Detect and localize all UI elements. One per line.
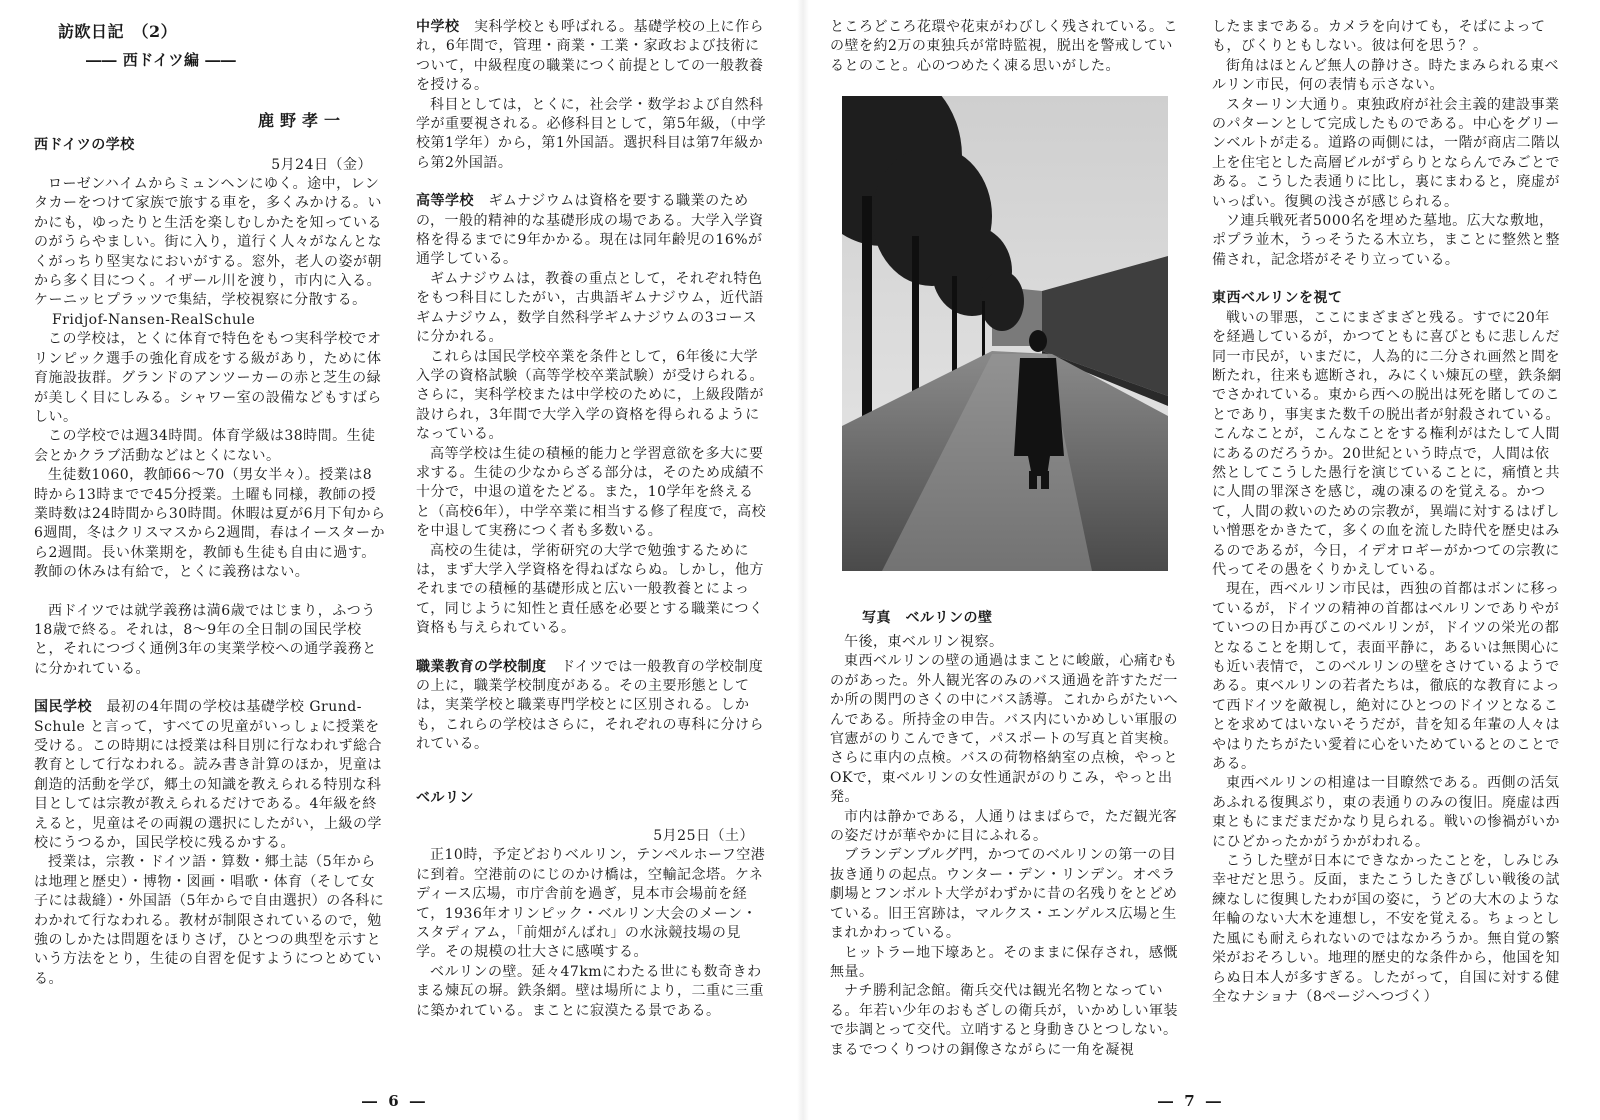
center-fold	[797, 0, 809, 1120]
paragraph: 生徒数1060，教師66～70（男女半々）。授業は8時から13時までで45分授業。土曜も同様，教師の授業時数は24時間から30時間。休暇は夏が6月下旬から6週間，冬はクリスマスから2週間，春はイースターから2週間。長い休業期を，教師も生徒も自由に過す。教師の休みは有給で，とくに義務はない。	[34, 467, 386, 581]
paragraph: これらは国民学校卒業を条件として，6年後に大学入学の資格試験（高等学校卒業試験）が受けられる。さらに，実科学校または中学校のために，上級段階が設けられ，3年間で大学入学の資格を得られるようになっている。	[416, 348, 764, 443]
paragraph-kokumin	[34, 698, 386, 853]
paragraph: ヒットラー地下壕あと。そのままに保存され，感慨無量。	[830, 944, 1178, 980]
paragraph: 現在，西ベルリン市民は，西独の首都はボンに移っているが，ドイツの精神の首都はベルリンでありやがていつの日か再びこのベルリンが，ドイツの栄光の都となることを期して，表面平静に，あるいは無関心にも近い表情で，このベルリンの壁をさけているようである。東ベルリンの若者たちは，徹底的な教育によって西ドイツを敵視し，絶対にひとつのドイツとなることを求めてはいないそうだが，昔を知る年輩の人々はやはりたちがたい愛着に心をいためているとのことである。	[1212, 581, 1560, 773]
column-3-continued	[830, 633, 1182, 1060]
paragraph: ソ連兵戦死者5000名を埋めた墓地。広大な敷地，ポプラ並木，うっそうたる木立ち，まことに整然と整備され，記念塔がそそり立っている。	[1212, 213, 1560, 268]
paragraph-shokugyo	[416, 658, 768, 755]
paragraph-text: ギムナジウムは資格を要する職業のための，一般的精神的な基礎形成の場である。大学入学資格を得るまでに9年かかる。現在は同年齢児の16%が通学している。	[416, 193, 764, 268]
paragraph: 高等学校は生徒の積極的能力と学習意欲を多大に要求する。生徒の少なからざる部分は，そのため成績不十分で，中退の道をたどる。また，10学年を終えると（高校6年），中学卒業に相当する修了程度で，高校を中退して実務につく者も多数いる。	[416, 445, 767, 540]
subheading-chugakko: 中学校	[416, 19, 460, 35]
paragraph: 東西ベルリンの壁の通過はまことに峻厳，心痛むものがあった。外人観光客のみのバス通過を許すただ一か所の関門のさくの中にバス誘導。これからがたいへんである。所持金の申告。バス内にいかめしい軍服の官憲がのりこんできて，パスポートの写真と首実検。さらに車内の点検。バスの荷物格納室の点検，やっとOKで，東ベルリンの女性通訳がのりこみ，やっと出発。	[830, 653, 1178, 806]
column-1	[34, 22, 386, 989]
section-heading-east-west-berlin: 東西ベルリンを視て	[1212, 290, 1343, 307]
article-author: 鹿野孝一	[257, 110, 346, 130]
date-may25: 5月25日（土）	[653, 828, 754, 845]
photo-caption: 写真 ベルリンの壁	[862, 610, 993, 626]
paragraph: 東西ベルリンの相違は一目瞭然である。西側の活気あふれる復興ぶり，東の表通りのみの復旧。廃虚は西東ともにまだまだかなり見られる。戦いの惨禍がいかにひどかったかがうかがわれる。	[1212, 775, 1560, 850]
paragraph: 戦いの罪悪，ここにまざまざと残る。すでに20年を経過しているが，かつてともに喜びともに悲しんだ同一市民が，いまだに，人為的に二分され画然と間を断たれ，往来も遮断され，みにくい煉瓦の壁，鉄条網でさかれている。東から西への脱出は死を賭してのことであり，事実また数千の脱出者が射殺されている。こんなことが，こんなことをする権利がはたして人間にあるのだろうか。20世紀という時点で，人間は依然としてこうした愚行を演じていることに，痛憤と共に人間の罪深さを感じ，魂の凍るのを覚える。かつて，人間の救いのための宗教が，異端に対するはげしい憎悪をかきたて，多くの血を流した時代を歴史はみるのであるが，今日，イデオロギーがかつての宗教に代ってその愚をくりかえしている。	[1212, 309, 1562, 578]
paragraph-text: ドイツでは一般教育の学校制度の上に，職業学校制度がある。その主要形態としては，実業学校と職業専門学校とに区別される。しかも，これらの学校はさらに，それぞれの専科に分けられている。	[416, 658, 764, 753]
article-title: 訪欧日記 （2）	[58, 22, 178, 41]
paragraph: 西ドイツでは就学義務は満6歳ではじまり，ふつう18歳で終る。それは，8～9年の全日制の国民学校と，それにつづく通例3年の実業学校への通学義務とに分かれている。	[34, 602, 377, 677]
column-3	[830, 18, 1182, 76]
section-heading-berlin: ベルリン	[416, 789, 474, 806]
paragraph: ローゼンハイムからミュンヘンにゆく。途中，レンタカーをつけて家族で旅する車を，多くみかける。いかにも，ゆったりと生活を楽しむしかたを知っているのがうらやましい。街に入り，道行く人々がなんとなくがっちり堅実なにおいがする。窓外，老人の姿が朝から多く目につく。イザール川を渡り，市内に入る。ケーニッヒプラッツで集結，学校視察に分散する。	[34, 176, 382, 309]
column-2	[416, 18, 768, 1021]
paragraph: 科目としては，とくに，社会学・数学および自然科学が重要視される。必修科目として，第5年級，（中学校第1学年）から，第1外国語。選択科目は第7年級から第2外国語。	[416, 96, 767, 171]
subheading-kokumin: 国民学校	[34, 699, 92, 716]
column-4	[1212, 18, 1564, 1007]
paragraph-text: 最初の4年間の学校は基礎学校 Grund-Schule と言って，すべての児童がいっしょに授業を受ける。この時期には授業は科目別に行なわれず総合教育として行なわれる。読み書き計算のほか，児童は創造的活動を学び，郷土の知識を教えられる特別な科目としては宗教が教えられるだけである。4年級を終えると，児童はその両親の選択にしたがい，上級の学校にうつるか，国民学校に残るかする。	[34, 699, 382, 852]
paragraph: したままである。カメラを向けても，そばによっても，びくりともしない。彼は何を思う？。	[1212, 19, 1546, 55]
paragraph: ベルリンの壁。延々47kmにわたる世にも数奇きわまる煉瓦の塀。鉄条網。壁は場所により，二重に三重に築かれている。まことに寂漠たる景である。	[416, 963, 764, 1019]
paragraph: 高校の生徒は，学術研究の大学で勉強するためには，まず大学入学資格を得ねばならぬ。しかし，他方それまでの積極的基礎形成と広い一般教養とによって，同じように知性と責任感を必要とする職業につく資格も与えられている。	[416, 542, 764, 637]
photo-image	[842, 96, 1168, 571]
paragraph-koto	[416, 192, 768, 270]
section-heading-schools: 西ドイツの学校	[34, 137, 135, 154]
paragraph: この学校では週34時間。体育学級は38時間。生徒会とかクラブ活動などはとくにない。	[34, 428, 376, 464]
paragraph: 授業は，宗教・ドイツ語・算数・郷土誌（5年からは地理と歴史）・博物・図画・唱歌・体育（そして女子には裁縫）・外国語（5年からで自由選択）の各科にわかれて行なわれる。教材が制限されているので，勉強のしかたは問題をほりさげ，ひとつの典型を示すという方法をとり，生徒の自習を促すようにつとめている。	[34, 854, 385, 987]
school-name: Fridjof-Nansen-RealSchule	[52, 311, 256, 328]
page-number-left: ― 6 ―	[362, 1092, 428, 1110]
paragraph: 市内は静かである，人通りはまばらで，ただ観光客の姿だけが華やかに目にふれる。	[830, 808, 1178, 845]
paragraph: ギムナジウムは，教養の重点として，それぞれ特色をもつ科目にしたがい，古典語ギムナジウム，近代語ギムナジウム，数学自然科学ギムナジウムの3コースに分かれる。	[416, 270, 764, 346]
subheading-shokugyo: 職業教育の学校制度	[416, 658, 547, 675]
paragraph: スターリン大通り。東独政府が社会主義的建設事業のパターンとして完成したものである。中心をグリーンベルトが走る。道路の両側には，一階が商店二階以上を住宅とした高層ビルがずらりとならんでみごとである。こうした表通りに比し，裏にまわると，廃虚がいっぱい。復興の浅さが感じられる。	[1212, 96, 1560, 210]
date-may24: 5月24日（金）	[271, 156, 372, 173]
paragraph: こうした壁が日本にできなかったことを，しみじみ幸せだと思う。反面，またこうしたきびしい戦後の試練なしに復興したわが国の姿に，うどの大木のような年輪のない大木を連想し，不安を覚える。ちょっとした風にも耐えられないのではなかろうか。無自覚の繁栄がおそろしい。地理的歴史的な条件から，他国を知らぬ日本人が多すぎる。したがって，自国に対する健全なナショナ（8ページへつづく）	[1212, 853, 1560, 1005]
paragraph: ブランデンブルグ門，かつてのベルリンの第一の目抜き通りの起点。ウンター・デン・リンデン。オペラ劇場とフンボルト大学がわずかに昔の名残りをとどめている。旧王宮跡は，マルクス・エンゲルス広場と生まれかわっている。	[830, 847, 1178, 942]
paragraph-chugakko	[416, 18, 768, 96]
paragraph-text: 実科学校とも呼ばれる。基礎学校の上に作られ，6年間で，管理・商業・工業・家政および技術について，中級程度の職業につく前提としての一般教養を授ける。	[416, 19, 764, 94]
photo-berlin-wall	[842, 96, 1168, 571]
paragraph: 街角はほとんど無人の静けさ。時たまみられる東ベルリン市民，何の表情も示さない。	[1212, 57, 1559, 94]
subheading-koto: 高等学校	[416, 193, 474, 210]
paragraph: 正10時，予定どおりベルリン，テンペルホーフ空港に到着。空港前のにじのかけ橋は，空輸記念塔。ケネディース広場，市庁舎前を過ぎ，見本市会場前を経て，1936年オリンピック・ベルリン大会のメーン・スタディアム，「前畑がんばれ」の水泳競技場の見学。その規模の壮大さに感嘆する。	[416, 847, 766, 961]
paragraph: ナチ勝利記念館。衛兵交代は観光名物となっている。年若い少年のおもざしの衛兵が，いかめしい軍装で歩調とって交代。立哨すると身動きひとつしない。まるでつくりつけの銅像さながらに一角を凝視	[830, 983, 1178, 1058]
article-subtitle: ―― 西ドイツ編 ――	[86, 51, 237, 70]
paragraph: この学校は，とくに体育で特色をもつ実科学校でオリンピック選手の強化育成をする級があり，ために体育施設抜群。グランドのアンツーカーの赤と芝生の緑が美しく目にしみる。シャワー室の設備などもすばらしい。	[34, 331, 382, 425]
paragraph: ところどころ花環や花束がわびしく残されている。この壁を約2万の東独兵が常時監視，脱出を警戒しているとのこと。心のつめたく凍る思いがした。	[830, 19, 1178, 74]
paragraph: 午後，東ベルリン視察。	[844, 634, 1004, 650]
page-number-right: ― 7 ―	[1158, 1092, 1224, 1110]
